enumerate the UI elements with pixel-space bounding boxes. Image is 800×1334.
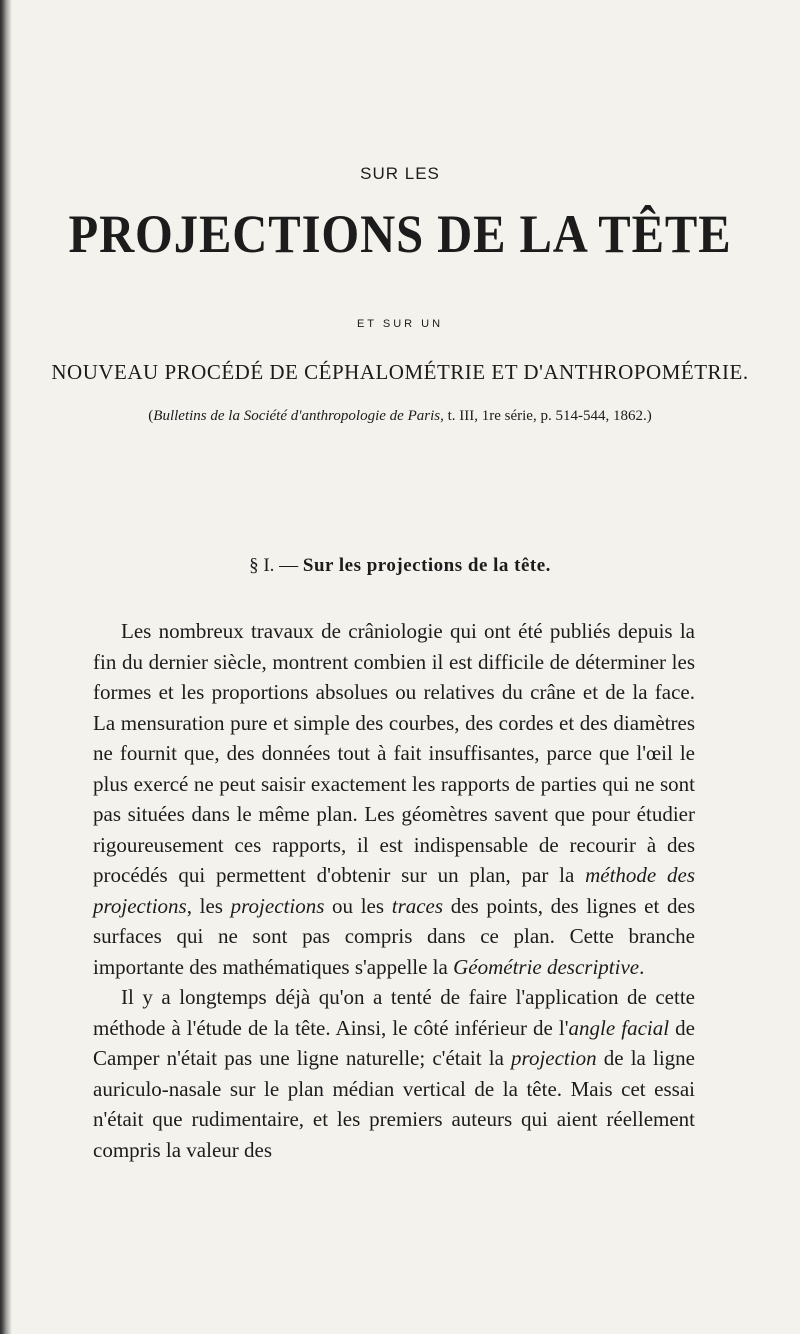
- italic-term: angle facial: [568, 1015, 670, 1040]
- section-number: § I. —: [249, 555, 299, 576]
- citation-journal: Bulletins de la Société d'anthropologie de Paris: [153, 408, 441, 424]
- page-binding-edge: [0, 0, 12, 1334]
- citation: [0, 408, 800, 425]
- text-run: Il y a longtemps déjà qu'on a tenté de faire l'application de cette méthode à l'étude de la tête. Ainsi, le côté inférieur de l': [93, 985, 695, 1040]
- text-run: des points, des lignes et des surfaces qui ne sont pas compris dans ce plan. Cette branche importante des mathématiques s'appelle la: [93, 893, 696, 979]
- italic-term: méthode des projections: [93, 863, 696, 918]
- body-paragraph: [93, 616, 695, 982]
- section-heading: [0, 555, 800, 577]
- pre-title: SUR LES: [360, 164, 440, 183]
- text-run: de la ligne auriculo-nasale sur le plan médian vertical de la tête. Mais cet essai n'était que rudimentaire, et les premiers auteurs qui aient réellement compris la valeur des: [93, 1046, 695, 1162]
- italic-term: projection: [511, 1046, 597, 1070]
- subtitle: NOUVEAU PROCÉDÉ DE CÉPHALOMÉTRIE ET D'ANTHROPOMÉTRIE.: [51, 360, 749, 384]
- section-title: Sur les projections de la tête.: [302, 555, 551, 576]
- text-run: , les: [186, 893, 231, 918]
- title-connector: ET SUR UN: [356, 318, 444, 330]
- italic-term: Géométrie descriptive: [453, 954, 640, 979]
- citation-details: , t. III, 1re série, p. 514-544, 1862.): [440, 408, 652, 424]
- text-run: .: [639, 954, 645, 979]
- body-paragraph: [93, 982, 695, 1165]
- page-title: PROJECTIONS DE LA TÊTE: [68, 204, 732, 264]
- text-run: de Camper n'était pas une ligne naturelle; c'était la: [93, 1015, 695, 1070]
- body-text: [93, 616, 695, 1165]
- text-run: ou les: [324, 893, 392, 918]
- citation-open: (: [148, 408, 154, 424]
- italic-term: traces: [391, 893, 444, 918]
- italic-term: projections: [230, 893, 325, 918]
- text-run: Les nombreux travaux de crâniologie qui ont été publiés depuis la fin du dernier siècle, montrent combien il est difficile de déterminer les formes et les proportions absolues ou relatives du crâne et de la face. La mensuration pure et simple des courbes, des cordes et des diamètres ne fournit que, des données tout à fait insuffisantes, parce que l'œil le plus exercé ne peut saisir exactement les rapports de parties qui ne sont pas situées dans le même plan. Les géomètres savent que pour étudier rigoureusement ces rapports, il est indispensable de recourir à des procédés qui permettent d'obtenir sur un plan, par la: [93, 619, 695, 887]
